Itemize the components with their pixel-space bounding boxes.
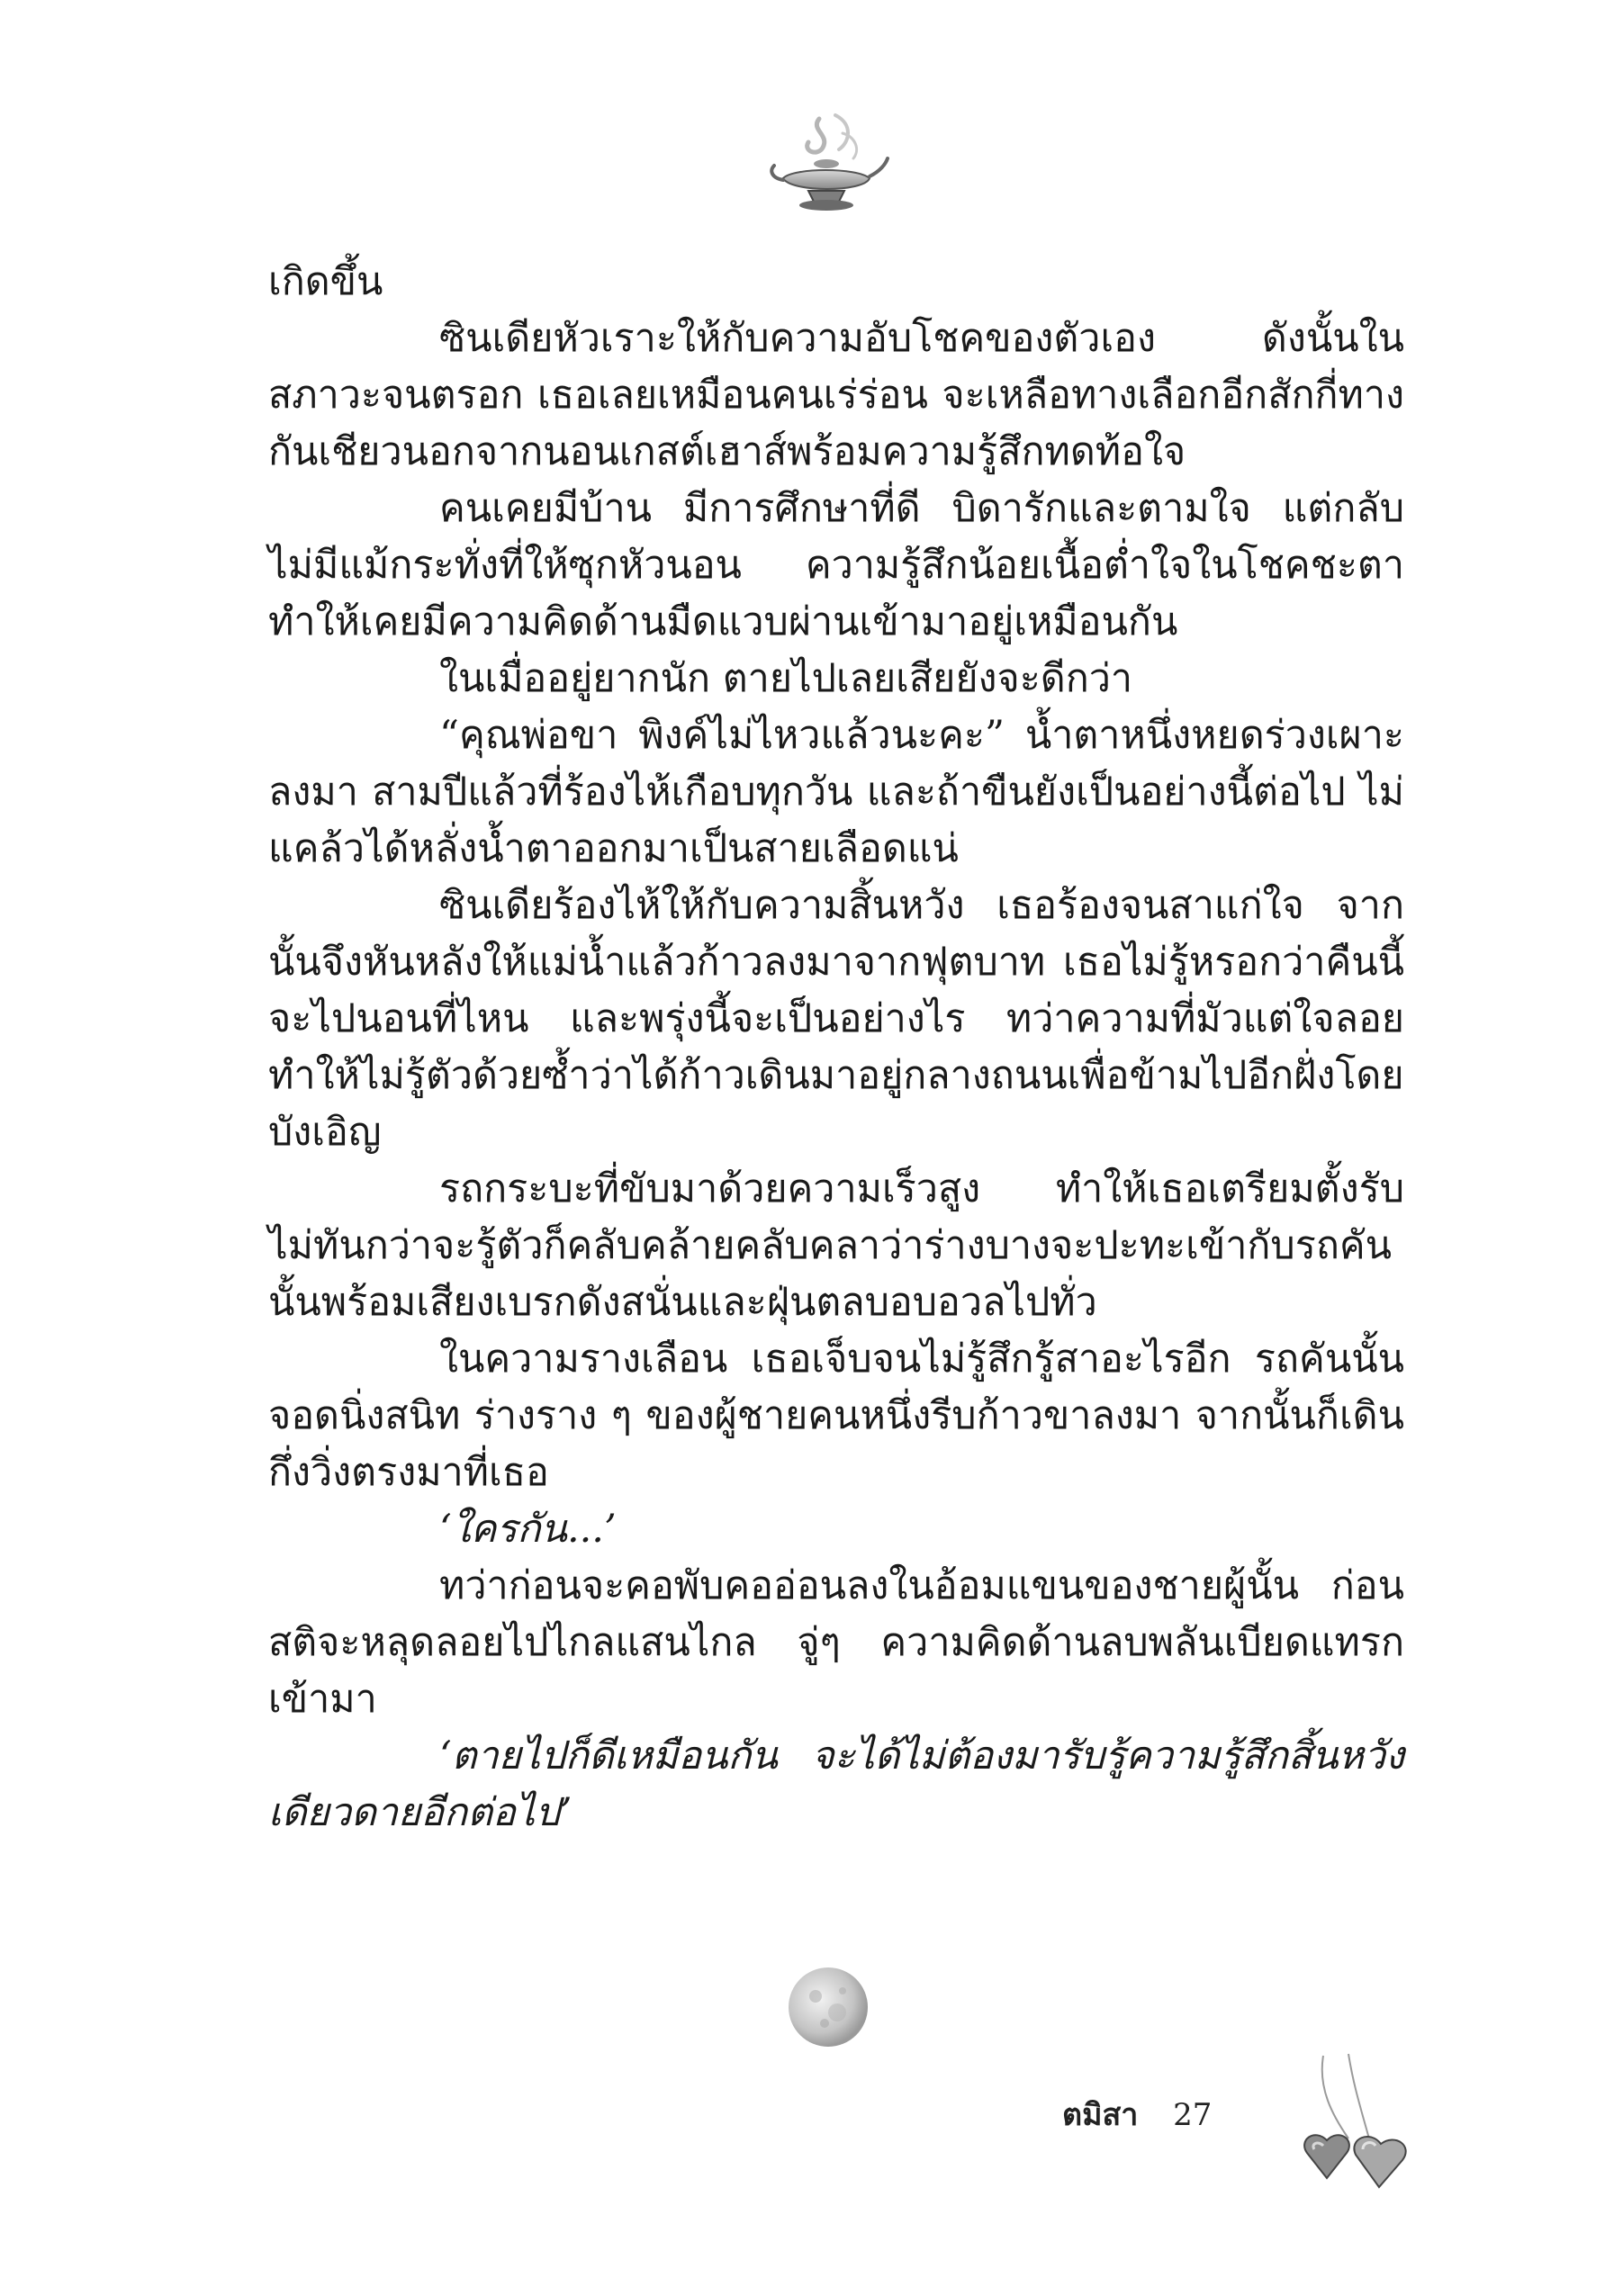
paragraph: เกิดขึ้น <box>268 259 383 304</box>
page-number: 27 <box>1173 2097 1213 2133</box>
moon-icon <box>783 1962 873 2052</box>
author-name: ตมิสา <box>1062 2097 1139 2133</box>
paragraph: “คุณพ่อขา พิงค์ไม่ไหวแล้วนะคะ” น้ำตาหนึ่งหยดร่วงเผาะลงมา สามปีแล้วที่ร้องไห้เกือบทุกวัน และถ้าขืนยังเป็นอย่างนี้ต่อไป ไม่แคล้วได้หลั่งน้ำตาออกมาเป็นสายเลือดแน่ <box>268 713 1404 871</box>
page-footer <box>1062 2090 1212 2138</box>
paragraph: ซินเดียร้องไห้ให้กับความสิ้นหวัง เธอร้องจนสาแก่ใจ จากนั้นจึงหันหลังให้แม่น้ำแล้วก้าวลงมาจากฟุตบาท เธอไม่รู้หรอกว่าคืนนี้จะไปนอนที่ไหน และพรุ่งนี้จะเป็นอย่างไร ทว่าความที่มัวแต่ใจลอยทำให้ไม่รู้ตัวด้วยซ้ำว่าได้ก้าวเดินมาอยู่กลางถนนเพื่อข้ามไปอีกฝั่งโดยบังเอิญ <box>268 883 1404 1155</box>
heart-locket-icon <box>1296 2052 1422 2205</box>
paragraph: รถกระบะที่ขับมาด้วยความเร็วสูง ทำให้เธอเตรียมตั้งรับไม่ทันกว่าจะรู้ตัวก็คลับคล้ายคลับคลาว่าร่างบางจะปะทะเข้ากับรถคันนั้นพร้อมเสียงเบรกดังสนั่นและฝุ่นตลบอบอวลไปทั่ว <box>268 1166 1404 1325</box>
paragraph: คนเคยมีบ้าน มีการศึกษาที่ดี บิดารักและตามใจ แต่กลับไม่มีแม้กระทั่งที่ให้ซุกหัวนอน ความรู้สึกน้อยเนื้อต่ำใจในโชคชะตาทำให้เคยมีความคิดด้านมืดแวบผ่านเข้ามาอยู่เหมือนกัน <box>268 486 1404 644</box>
paragraph: ซินเดียหัวเราะให้กับความอับโชคของตัวเอง ดังนั้นในสภาวะจนตรอก เธอเลยเหมือนคนเร่ร่อน จะเหลือทางเลือกอีกสักกี่ทางกันเชียวนอกจากนอนเกสต์เฮาส์พร้อมความรู้สึกทดท้อใจ <box>268 316 1404 474</box>
paragraph-italic: ‘ตายไปก็ดีเหมือนกัน จะได้ไม่ต้องมารับรู้ความรู้สึกสิ้นหวังเดียวดายอีกต่อไป’ <box>268 1733 1404 1835</box>
paragraph: ทว่าก่อนจะคอพับคออ่อนลงในอ้อมแขนของชายผู้นั้น ก่อนสติจะหลุดลอยไปไกลแสนไกล จู่ๆ ความคิดด้านลบพลันเบียดแทรกเข้ามา <box>268 1563 1404 1722</box>
paragraph: ในเมื่ออยู่ยากนัก ตายไปเลยเสียยังจะดีกว่า <box>439 656 1133 701</box>
paragraph: ในความรางเลือน เธอเจ็บจนไม่รู้สึกรู้สาอะไรอีก รถคันนั้นจอดนิ่งสนิท ร่างราง ๆ ของผู้ชายคนหนึ่งรีบก้าวขาลงมา จากนั้นก็เดินกึ่งวิ่งตรงมาที่เธอ <box>268 1337 1404 1495</box>
paragraph-italic: ‘ใครกัน...’ <box>439 1507 617 1552</box>
body-text <box>268 254 1404 1841</box>
genie-lamp-icon <box>763 108 889 221</box>
